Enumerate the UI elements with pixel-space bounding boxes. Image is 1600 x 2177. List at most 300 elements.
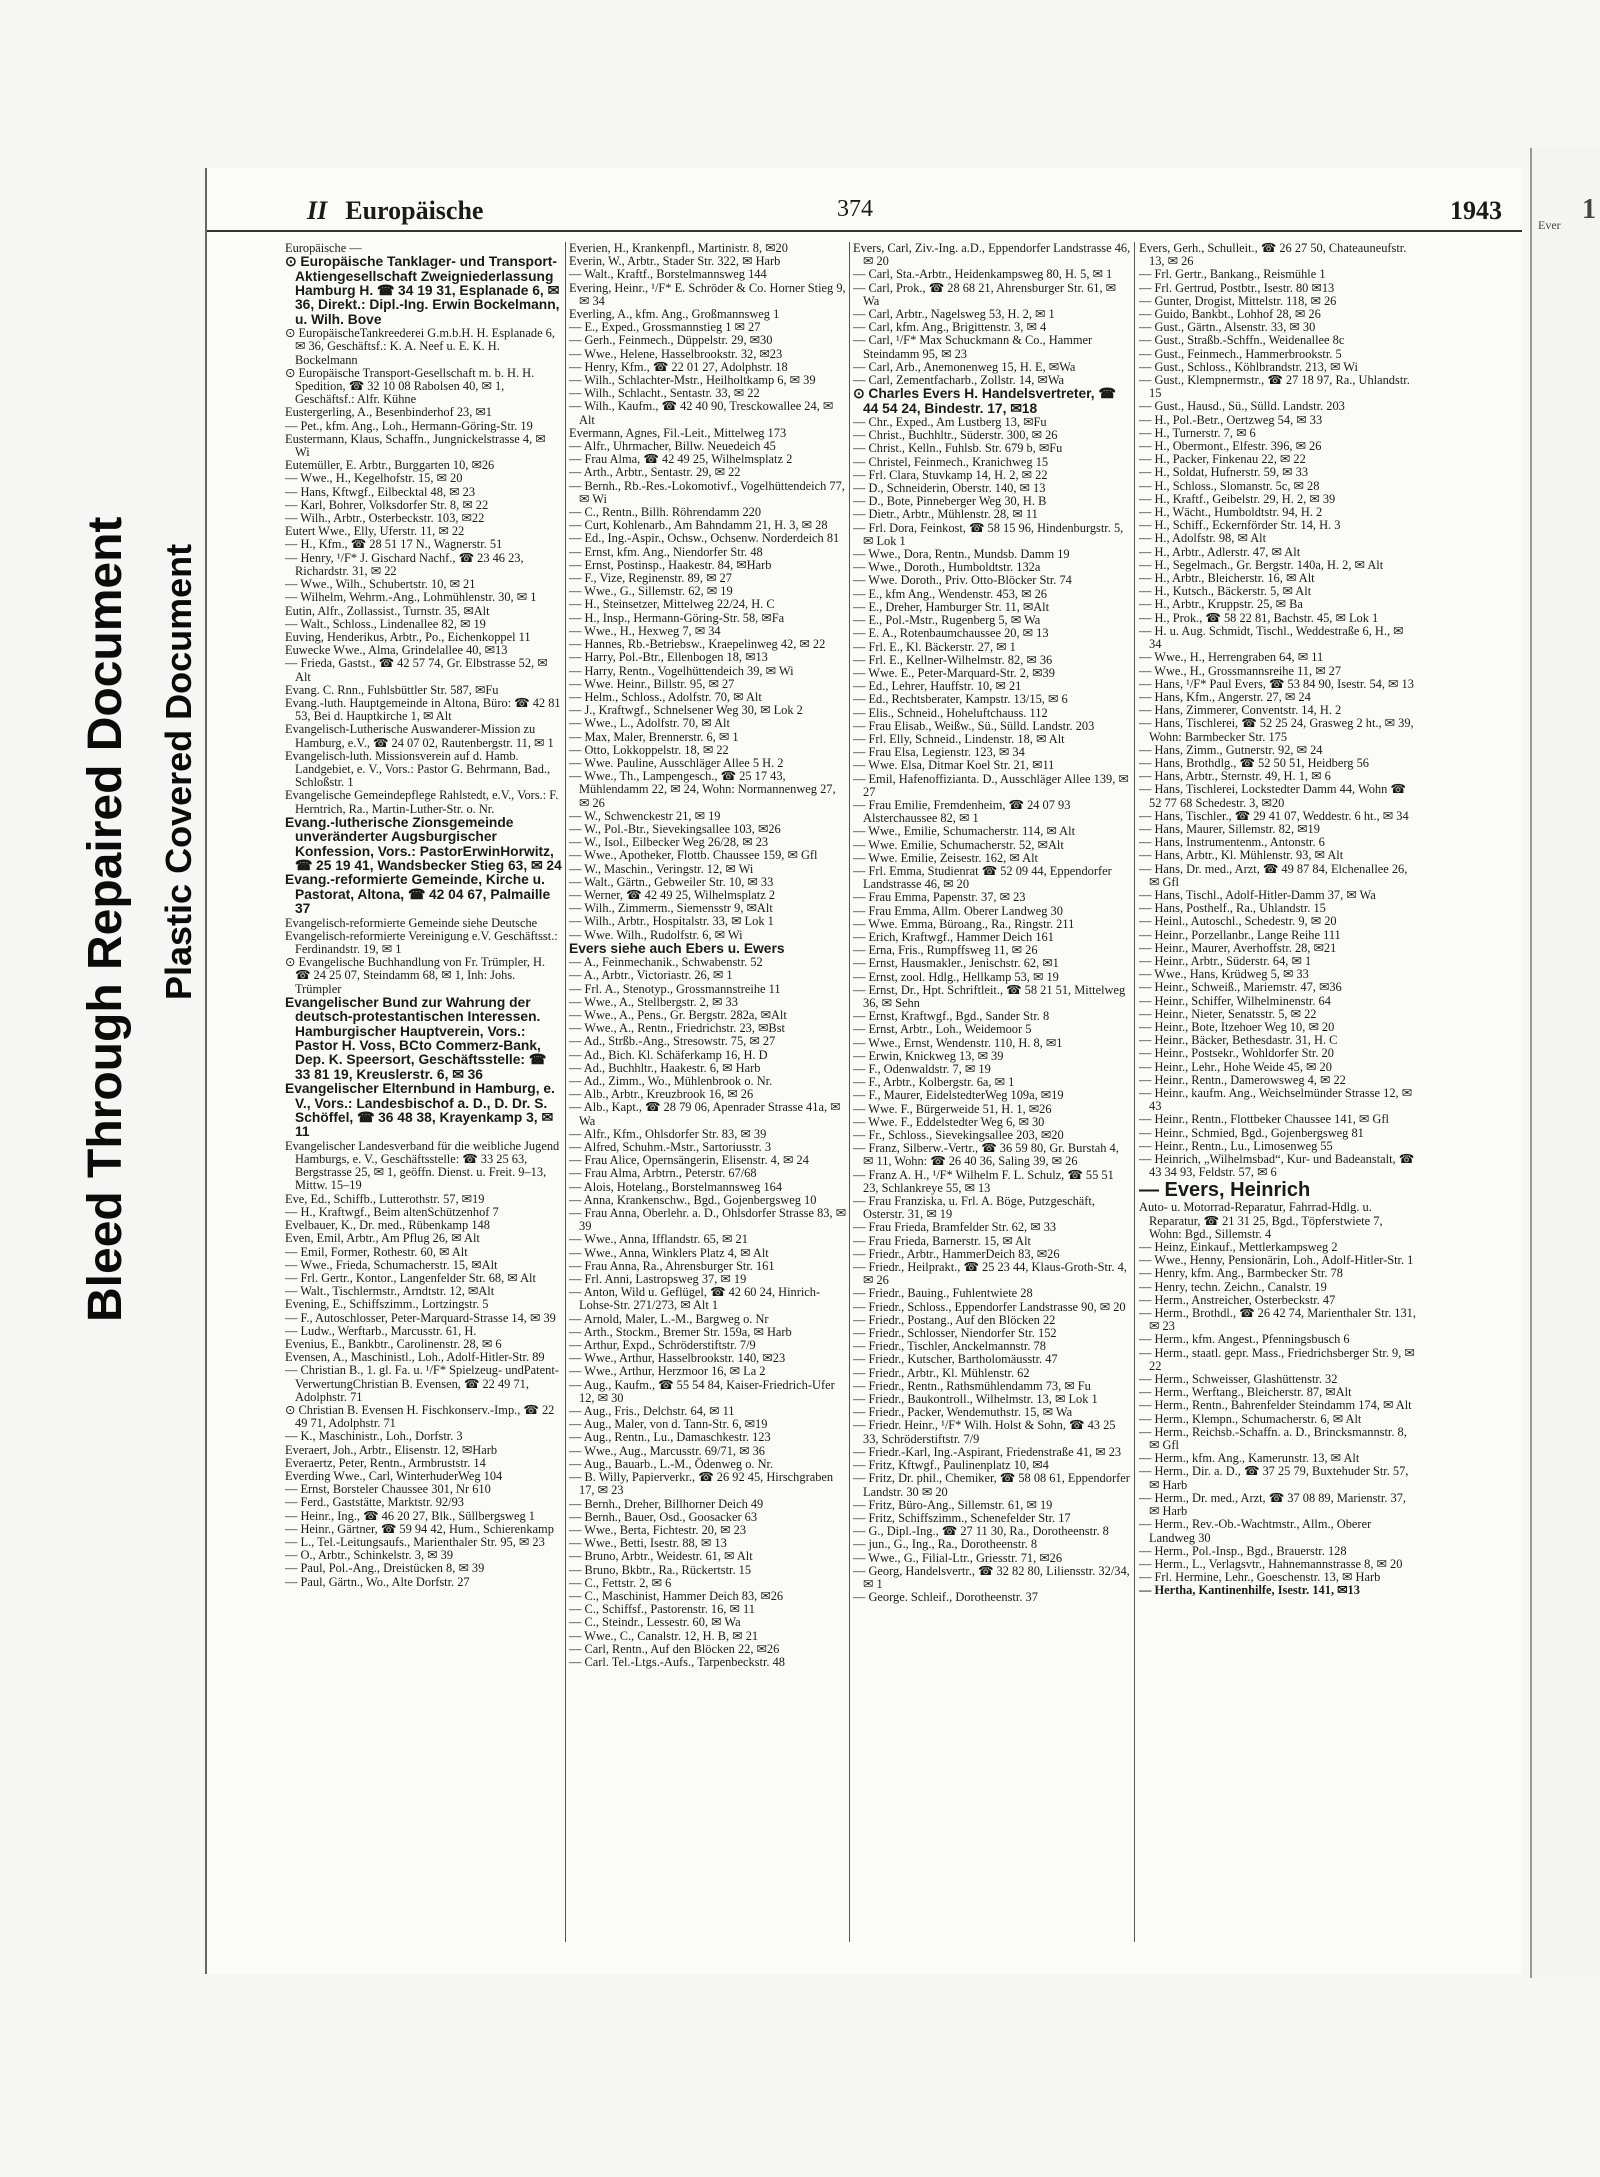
directory-entry: Evermann, Agnes, Fil.-Leit., Mittelweg 173 <box>569 425 787 440</box>
directory-entry: — Gunter, Drogist, Mittelstr. 118, ✉ 26 <box>1139 293 1337 308</box>
directory-entry: — F., Vize, Reginenstr. 89, ✉ 27 <box>569 571 732 586</box>
directory-entry: — Ernst, Hausmakler., Jenischstr. 62, ✉1 <box>853 956 1059 971</box>
directory-entry: — Heinr., Bote, Itzehoer Weg 10, ✉ 20 <box>1139 1019 1335 1034</box>
directory-entry: — W., Schwenckestr 21, ✉ 19 <box>569 808 721 823</box>
directory-entry: — Gust., Straßb.-Schffn., Weidenallee 8c <box>1139 333 1345 348</box>
directory-entry: — Friedr., Rentn., Rathsmühlendamm 73, ✉ Fu <box>853 1378 1091 1393</box>
directory-entry: Evangelisch-reformierte Gemeinde siehe Deutsche <box>285 915 538 930</box>
column-4 <box>1139 242 1417 1942</box>
directory-entry: — Frau Emma, Papenstr. 37, ✉ 23 <box>853 890 1026 905</box>
directory-entry: — F., Odenwaldstr. 7, ✉ 19 <box>853 1062 991 1076</box>
directory-entry: — Wilh., Schlachter-Mstr., Heilholtkamp 6, ✉ 39 <box>569 373 816 388</box>
directory-entry: — Fritz, Büro-Ang., Sillemstr. 61, ✉ 19 <box>853 1497 1053 1512</box>
directory-entry: — Erwin, Knickweg 13, ✉ 39 <box>853 1048 1004 1063</box>
directory-entry: — O., Arbtr., Schinkelstr. 3, ✉ 39 <box>285 1548 454 1563</box>
directory-entry: — Heinr., Maurer, Averhoffstr. 28, ✉21 <box>1139 940 1337 955</box>
directory-entry: — H., Steinsetzer, Mittelweg 22/24, H. C <box>569 597 775 612</box>
directory-entry: — Helm., Schloss., Adolfstr. 70, ✉ Alt <box>569 689 762 704</box>
directory-entry: — Ed., Ing.-Aspir., Ochsw., Ochsenw. Norderdeich 81 <box>569 531 840 546</box>
directory-entry: — Paul, Pol.-Ang., Dreistücken 8, ✉ 39 <box>285 1561 485 1576</box>
directory-entry: — Alfr., Kfm., Ohlsdorfer Str. 83, ✉ 39 <box>569 1126 767 1141</box>
directory-entry: Evelbauer, K., Dr. med., Rübenkamp 148 <box>285 1218 490 1233</box>
directory-entry: — Wwe. F., Bürgerweide 51, H. 1, ✉26 <box>853 1101 1052 1116</box>
directory-entry: — W., Pol.-Btr., Sievekingsallee 103, ✉26 <box>569 821 781 836</box>
column-1 <box>285 242 563 1942</box>
directory-entry: — Karl, Bohrer, Volksdorfer Str. 8, ✉ 22 <box>285 497 489 512</box>
directory-entry: — Wwe., H., Grossmannsreihe 11, ✉ 27 <box>1139 663 1342 678</box>
directory-entry: Eustergerling, A., Besenbinderhof 23, ✉1 <box>285 405 492 420</box>
directory-entry: — Hans, Tischler., ☎ 29 41 07, Weddestr. 6 ht., ✉ 34 <box>1139 808 1409 823</box>
directory-entry: ⊙ Christian B. Evensen H. Fischkonserv.-Imp., ☎ 22 49 71, Adolphstr. 71 <box>285 1402 555 1431</box>
directory-entry: Everaert, Joh., Arbtr., Elisenstr. 12, ✉Harb <box>285 1442 498 1457</box>
directory-entry: Euving, Henderikus, Arbtr., Po., Eichenkoppel 11 <box>285 629 531 644</box>
directory-entry: — Alb., Kapt., ☎ 28 79 06, Apenrader Strasse 41a, ✉ Wa <box>569 1100 841 1128</box>
directory-entry: — Hans, Kfm., Angerstr. 27, ✉ 24 <box>1139 689 1311 704</box>
directory-entry: — Wwe. Emilie, Zeisestr. 162, ✉ Alt <box>853 850 1038 865</box>
directory-entry: — Ferd., Gaststätte, Marktstr. 92/93 <box>285 1495 464 1510</box>
directory-entry: — Wwe., Dora, Rentn., Mundsb. Damm 19 <box>853 547 1070 562</box>
directory-entry: Everding Wwe., Carl, WinterhuderWeg 104 <box>285 1468 503 1483</box>
directory-entry: — Dietr., Arbtr., Mühlenstr. 28, ✉ 11 <box>853 507 1038 522</box>
directory-entry: — Emil, Former, Rothestr. 60, ✉ Alt <box>285 1244 468 1259</box>
header-left <box>307 196 483 226</box>
directory-entry: — D., Bote, Pinneberger Weg 30, H. B <box>853 494 1047 509</box>
directory-entry: — Wilh., Arbtr., Hospitalstr. 33, ✉ Lok 1 <box>569 914 774 929</box>
directory-entry: — Wilh., Arbtr., Osterbeckstr. 103, ✉22 <box>285 511 485 526</box>
directory-entry: — Carl, Arb., Anemonenweg 15, H. E, ✉Wa <box>853 359 1076 374</box>
directory-entry: — Frl. Gertrud, Postbtr., Isestr. 80 ✉13 <box>1139 280 1335 295</box>
directory-entry: Evangelischer Landesverband für die weibliche Jugend Hamburgs, e. V., Geschäftsstelle: ☎ 33 25 63, Bergstrasse 25, ✉ 1, geöffn. Dienst. u. Freit. 9–13, Mittw. 15–19 <box>285 1138 560 1193</box>
directory-entry: — Friedr., Kutscher, Bartholomäusstr. 47 <box>853 1352 1058 1367</box>
directory-entry: — H., Adolfstr. 98, ✉ Alt <box>1139 531 1267 546</box>
directory-entry: — Herm., Werftang., Bleicherstr. 87, ✉Alt <box>1139 1385 1352 1400</box>
directory-entry: — H., Wächt., Humboldtstr. 94, H. 2 <box>1139 505 1323 520</box>
directory-entry: Evang.-lutherische Zionsgemeinde unveränderter Augsburgischer Konfession, Vors.: PastorErwinHorwitz, ☎ 25 19 41, Wandsbecker Stieg 63, ✉ 24 <box>285 814 562 873</box>
directory-entry: ⊙ Evangelische Buchhandlung von Fr. Trümpler, H. ☎ 24 25 07, Steindamm 68, ✉ 1, Inh: Johs. Trümpler <box>285 955 546 996</box>
directory-entry: — Friedr., Tischler, Anckelmannstr. 78 <box>853 1339 1046 1354</box>
directory-entry: — Frau Alice, Opernsängerin, Elisenstr. 4, ✉ 24 <box>569 1153 809 1168</box>
directory-entry: — Christ., Buchhltr., Süderstr. 300, ✉ 26 <box>853 428 1058 443</box>
directory-entry: — E., kfm Ang., Wendenstr. 453, ✉ 26 <box>853 586 1047 601</box>
directory-entry: — Alfr., Uhrmacher, Billw. Neuedeich 45 <box>569 439 776 454</box>
directory-entry: Evangelisch-Lutherische Auswanderer-Mission zu Hamburg, e.V., ☎ 24 07 02, Rautenbergstr. 11, ✉ 1 <box>285 722 554 750</box>
directory-entry: — Friedr. Heinr., ¹/F* Wilh. Holst & Sohn, ☎ 43 25 33, Schröderstiftstr. 7/9 <box>853 1418 1116 1446</box>
directory-entry: — Ernst, Kraftwgf., Bgd., Sander Str. 8 <box>853 1009 1050 1024</box>
directory-entry: — Harry, Rentn., Vogelhüttendeich 39, ✉ Wi <box>569 663 794 678</box>
directory-entry: Evensen, A., Maschinistl., Loh., Adolf-Hitler-Str. 89 <box>285 1350 545 1365</box>
directory-entry: — Alfred, Schuhm.-Mstr., Sartoriusstr. 3 <box>569 1140 772 1155</box>
directory-entry: — Ludw., Werftarb., Marcusstr. 61, H. <box>285 1323 477 1338</box>
directory-entry: — Gust., Feinmech., Hammerbrookstr. 5 <box>1139 346 1342 361</box>
directory-entry: — Friedr., Bauing., Fuhlentwiete 28 <box>853 1286 1033 1301</box>
directory-entry: — Friedr., Postang., Auf den Blöcken 22 <box>853 1312 1056 1327</box>
section-number: II <box>307 196 328 225</box>
column-2 <box>569 242 847 1942</box>
directory-entry: — Gust., Hausd., Sü., Sülld. Landstr. 203 <box>1139 399 1345 414</box>
directory-entry: — H., Arbtr., Bleicherstr. 16, ✉ Alt <box>1139 571 1315 586</box>
directory-entry: — Frau Frieda, Barnerstr. 15, ✉ Alt <box>853 1233 1031 1248</box>
directory-entry: — Wwe. F., Eddelstedter Weg 6, ✉ 30 <box>853 1114 1045 1129</box>
directory-entry: — Gust., Schloss., Köhlbrandstr. 213, ✉ Wi <box>1139 359 1358 374</box>
directory-entry: — Anna, Krankenschw., Bgd., Gojenbergsweg 10 <box>569 1192 817 1207</box>
directory-entry: ⊙ Europäische Transport-Gesellschaft m. b. H. H. Spedition, ☎ 32 10 08 Rabolsen 40, ✉ 1, Geschäftsf.: Alfr. Kühne <box>285 365 535 407</box>
directory-entry: — Alois, Hotelang., Borstelmannsweg 164 <box>569 1179 783 1194</box>
directory-entry: — Herm., kfm. Ang., Kamerunstr. 13, ✉ Alt <box>1139 1451 1360 1466</box>
directory-entry: — Franz, Silberw.-Vertr., ☎ 36 59 80, Gr. Burstah 4, ✉ 11, Wohn: ☎ 26 40 36, Saling 39, ✉ 26 <box>853 1141 1119 1169</box>
directory-entry: — Frl. Gertr., Bankang., Reismühle 1 <box>1139 267 1326 282</box>
directory-entry: — Ad., Zimm., Wo., Mühlenbrook o. Nr. <box>569 1074 773 1088</box>
directory-entry: — Ed., Lehrer, Hauffstr. 10, ✉ 21 <box>853 679 1022 694</box>
directory-entry: — Hans, Maurer, Sillemstr. 82, ✉19 <box>1139 821 1320 836</box>
directory-entry: — H., Arbtr., Kruppstr. 25, ✉ Ba <box>1139 597 1303 612</box>
directory-entry: — Arth., Arbtr., Sentastr. 29, ✉ 22 <box>569 465 741 480</box>
directory-entry: — Frl. Clara, Stuvkamp 14, H. 2, ✉ 22 <box>853 467 1048 482</box>
directory-entry: — Gust., Gärtn., Alsenstr. 33, ✉ 30 <box>1139 320 1316 335</box>
directory-entry: — Hans, Zimmerer, Conventstr. 14, H. 2 <box>1139 703 1342 718</box>
directory-entry: — Wwe., Wilh., Schubertstr. 10, ✉ 21 <box>285 577 476 592</box>
directory-entry: — Hans, Arbtr., Kl. Mühlenstr. 93, ✉ Alt <box>1139 848 1344 863</box>
directory-entry: — Max, Maler, Brennerstr. 6, ✉ 1 <box>569 729 739 744</box>
directory-entry: — Frl. Dora, Feinkost, ☎ 58 15 96, Hindenburgstr. 5, ✉ Lok 1 <box>853 520 1124 548</box>
directory-entry: — Carl, ¹/F* Max Schuckmann & Co., Hammer Steindamm 95, ✉ 23 <box>853 333 1093 361</box>
directory-entry: — H., Schloss., Slomanstr. 5c, ✉ 28 <box>1139 478 1320 493</box>
directory-entry: — Wwe., Aug., Marcusstr. 69/71, ✉ 36 <box>569 1443 765 1458</box>
directory-entry: — Wwe., Anna, Winklers Platz 4, ✉ Alt <box>569 1245 769 1260</box>
directory-entry: — Bernh., Dreher, Billhorner Deich 49 <box>569 1496 764 1511</box>
directory-entry: — Frl. Anni, Lastropsweg 37, ✉ 19 <box>569 1272 747 1287</box>
directory-entry: — Christel, Feinmech., Kranichweg 15 <box>853 454 1049 469</box>
directory-entry: — Heinr., Ing., ☎ 46 20 27, Blk., Süllbergsweg 1 <box>285 1508 535 1523</box>
directory-entry: — Erna, Fris., Rumpffsweg 11, ✉ 26 <box>853 943 1038 958</box>
directory-entry: Evenius, E., Bankbtr., Carolinenstr. 28, ✉ 6 <box>285 1336 502 1351</box>
directory-entry: — A., Arbtr., Victoriastr. 26, ✉ 1 <box>569 968 733 983</box>
directory-entry: — Herm., Pol.-Insp., Bgd., Brauerstr. 128 <box>1139 1543 1347 1558</box>
directory-entry: — Heinr., Schmied, Bgd., Gojenbergsweg 81 <box>1139 1125 1364 1140</box>
plastic-covered-label: Plastic Covered Document <box>158 543 199 1000</box>
directory-entry: — Aug., Fris., Delchstr. 64, ✉ 11 <box>569 1404 735 1419</box>
directory-entry: — Frau Frieda, Bramfelder Str. 62, ✉ 33 <box>853 1220 1057 1235</box>
directory-entry: — Ad., Buchhltr., Haakestr. 6, ✉ Harb <box>569 1060 761 1075</box>
directory-entry: — Wwe., Ernst, Wendenstr. 110, H. 8, ✉1 <box>853 1035 1063 1050</box>
directory-entry: — Wwe., Henny, Pensionärin, Loh., Adolf-Hitler-Str. 1 <box>1139 1253 1414 1268</box>
directory-entry: — jun., G., Ing., Ra., Dorotheenstr. 8 <box>853 1537 1038 1552</box>
directory-entry: — Ad., Bich. Kl. Schäferkamp 16, H. D <box>569 1047 768 1062</box>
directory-entry: — Pet., kfm. Ang., Loh., Hermann-Göring-Str. 19 <box>285 418 533 433</box>
directory-entry: — Heinr., Arbtr., Süderstr. 64, ✉ 1 <box>1139 953 1312 968</box>
directory-entry: — Christ., Kelln., Fuhlsb. Str. 679 b, ✉Fu <box>853 441 1063 456</box>
directory-entry: ⊙ EuropäischeTankreederei G.m.b.H. H. Esplanade 6, ✉ 36, Geschäftsf.: K. A. Neef u. E. K. H. Bockelmann <box>285 326 555 367</box>
directory-entry: — E. A., Rotenbaumchaussee 20, ✉ 13 <box>853 626 1049 641</box>
directory-entry: — B. Willy, Papierverkr., ☎ 26 92 45, Hirschgraben 17, ✉ 23 <box>569 1470 834 1498</box>
directory-entry: — Friedr., Packer, Wendemuthstr. 15, ✉ Wa <box>853 1405 1073 1420</box>
page-title: Europäische <box>345 196 484 225</box>
directory-entry: Eutert Wwe., Elly, Uferstr. 11, ✉ 22 <box>285 524 465 539</box>
directory-entry: — Aug., Kaufm., ☎ 55 54 84, Kaiser-Friedrich-Ufer 12, ✉ 30 <box>569 1377 835 1405</box>
directory-entry: — Friedr., Schloss., Eppendorfer Landstrasse 90, ✉ 20 <box>853 1299 1126 1314</box>
directory-entry: Everling, A., kfm. Ang., Großmannsweg 1 <box>569 307 780 322</box>
directory-entry: — Wwe. Wilh., Rudolfstr. 6, ✉ Wi <box>569 927 743 942</box>
directory-entry: — Herm., L., Verlagsvtr., Hahnemannstrasse 8, ✉ 20 <box>1139 1556 1403 1571</box>
directory-entry: — Carl, Prok., ☎ 28 68 21, Ahrensburger Str. 61, ✉ Wa <box>853 280 1117 308</box>
directory-entry: — Wilh., Schlacht., Sentastr. 33, ✉ 22 <box>569 386 760 401</box>
directory-entry: — Wwe. Doroth., Priv. Otto-Blöcker Str. 74 <box>853 573 1072 588</box>
directory-entry: — Henry, kfm. Ang., Barmbecker Str. 78 <box>1139 1266 1343 1281</box>
directory-entry: — Frl. E., Kl. Bäckerstr. 27, ✉ 1 <box>853 639 1016 654</box>
directory-entry: — H., Packer, Finkenau 22, ✉ 22 <box>1139 452 1306 467</box>
directory-entry: — Wwe., H., Herrengraben 64, ✉ 11 <box>1139 650 1324 665</box>
directory-entry: — Hans, Arbtr., Sternstr. 49, H. 1, ✉ 6 <box>1139 769 1331 784</box>
directory-entry: Even, Emil, Arbtr., Am Pflug 26, ✉ Alt <box>285 1231 480 1246</box>
directory-entry: — Ernst, Borsteler Chaussee 301, Nr 610 <box>285 1482 491 1497</box>
directory-entry: Auto- u. Motorrad-Reparatur, Fahrrad-Hdlg. u. Reparatur, ☎ 21 31 25, Bgd., Töpferstwiete 7, Wohn: Bgd., Sillemstr. 4 <box>1139 1200 1383 1241</box>
directory-entry: — Hannes, Rb.-Betriebsw., Kraepelinweg 42, ✉ 22 <box>569 637 826 652</box>
directory-entry: — Frau Franziska, u. Frl. A. Böge, Putzgeschäft, Osterstr. 31, ✉ 19 <box>853 1194 1095 1222</box>
directory-entry: — Hans, Instrumentenm., Antonstr. 6 <box>1139 835 1325 850</box>
directory-entry: — Werner, ☎ 42 49 25, Wilhelmsplatz 2 <box>569 887 776 902</box>
directory-entry: Evang.-reformierte Gemeinde, Kirche u. Pastorat, Altona, ☎ 42 04 67, Palmaille 37 <box>285 872 551 917</box>
directory-entry: — Carl, Arbtr., Nagelsweg 53, H. 2, ✉ 1 <box>853 307 1055 322</box>
directory-entry: — Wwe., A., Stellbergstr. 2, ✉ 33 <box>569 994 738 1009</box>
directory-entry: — Wwe., A., Pens., Gr. Bergstr. 282a, ✉Alt <box>569 1007 787 1022</box>
directory-entry: — Frl. Hermine, Lehr., Goeschenstr. 13, ✉ Harb <box>1139 1570 1381 1585</box>
directory-entry: — Frl. Gertr., Kontor., Langenfelder Str. 68, ✉ Alt <box>285 1270 536 1285</box>
directory-entry: Eustermann, Klaus, Schaffn., Jungnickelstrasse 4, ✉ Wi <box>285 431 546 460</box>
directory-entry: — Wwe., A., Rentn., Friedrichstr. 23, ✉Bst <box>569 1021 785 1036</box>
directory-entry: — Frl. Elly, Schneid., Lindenstr. 18, ✉ Alt <box>853 731 1065 746</box>
directory-entry: Eutin, Alfr., Zollassist., Turnstr. 35, ✉Alt <box>285 603 490 618</box>
directory-entry: — Hans, Zimm., Gutnerstr. 92, ✉ 24 <box>1139 742 1323 757</box>
directory-entry: — Heinr., Schiffer, Wilhelminenstr. 64 <box>1139 993 1331 1008</box>
directory-entry: — Herm., Reichsb.-Schaffn. a. D., Brincksmannstr. 8, ✉ Gfl <box>1139 1424 1407 1453</box>
directory-entry: — Wwe., H., Hexweg 7, ✉ 34 <box>569 623 721 638</box>
directory-entry: — F., Autoschlosser, Peter-Marquard-Strasse 14, ✉ 39 <box>285 1310 556 1325</box>
directory-entry: — Heinr., Rentn., Lu., Limosenweg 55 <box>1139 1138 1333 1153</box>
directory-entry: — Carl, Sta.-Arbtr., Heidenkampsweg 80, H. 5, ✉ 1 <box>853 267 1113 282</box>
directory-entry: Evers siehe auch Ebers u. Ewers <box>569 940 785 956</box>
directory-entry: — Heinr., kaufm. Ang., Weichselmünder Strasse 12, ✉ 43 <box>1139 1086 1413 1114</box>
adjacent-page-edge <box>1530 148 1600 1978</box>
directory-entry: — Ernst, Postinsp., Haakestr. 84, ✉Harb <box>569 557 772 572</box>
adjacent-page-text: Ever <box>1538 218 1561 232</box>
directory-entry: — F., Maurer, EidelstedterWeg 109a, ✉19 <box>853 1088 1064 1103</box>
directory-entry: — Evers, Heinrich <box>1139 1179 1311 1202</box>
directory-entry: — Frl. A., Stenotyp., Grossmannstreihe 11 <box>569 981 781 996</box>
directory-entry: — Alb., Arbtr., Kreuzbrook 16, ✉ 26 <box>569 1087 754 1102</box>
directory-entry: — Friedr., Arbtr., Kl. Mühlenstr. 62 <box>853 1365 1030 1380</box>
directory-entry: — Wwe., Arthur, Hasselbrookstr. 140, ✉23 <box>569 1351 786 1366</box>
directory-entry: — A., Feinmechanik., Schwabenstr. 52 <box>569 955 763 970</box>
adjacent-page-number: 1 <box>1582 194 1596 225</box>
directory-entry: — H., Insp., Hermann-Göring-Str. 58, ✉Fa <box>569 610 785 625</box>
directory-entry: — Herm., kfm. Angest., Pfenningsbusch 6 <box>1139 1332 1350 1347</box>
directory-entry: — Frau Anna, Oberlehr. a. D., Ohlsdorfer Strasse 83, ✉ 39 <box>569 1206 847 1234</box>
directory-entry: — Fritz, Kftwgf., Paulinenplatz 10, ✉4 <box>853 1458 1049 1473</box>
directory-entry: — Wwe., Frieda, Schumacherstr. 15, ✉Alt <box>285 1257 498 1272</box>
directory-entry: Euwecke Wwe., Alma, Grindelallee 40, ✉13 <box>285 643 508 658</box>
directory-entry: — Carl, Rentn., Auf den Blöcken 22, ✉26 <box>569 1641 780 1656</box>
directory-entry: — Hans, Kftwgf., Eilbecktal 48, ✉ 23 <box>285 484 476 499</box>
directory-entry: Evering, Heinr., ¹/F* E. Schröder & Co. Horner Stieg 9, ✉ 34 <box>569 280 846 308</box>
directory-entry: Evangelischer Elternbund in Hamburg, e. V., Vors.: Landesbischof a. D., D. Dr. S. Schöffel, ☎ 36 48 38, Krayenkamp 3, ✉ 11 <box>285 1081 555 1140</box>
directory-entry: — Henry, Kfm., ☎ 22 01 27, Adolphstr. 18 <box>569 359 788 374</box>
directory-entry: — Hans, ¹/F* Paul Evers, ☎ 53 84 90, Isestr. 54, ✉ 13 <box>1139 676 1414 691</box>
directory-entry: — Elis., Schneid., Hoheluftchauss. 112 <box>853 705 1048 720</box>
directory-entry: — W., Isol., Eilbecker Weg 26/28, ✉ 23 <box>569 835 769 850</box>
directory-entry: — Frau Emilie, Fremdenheim, ☎ 24 07 93 Alsterchaussee 82, ✉ 1 <box>853 797 1071 826</box>
directory-entry: — Heinr., Schweiß., Mariemstr. 47, ✉36 <box>1139 980 1342 995</box>
directory-entry: Evers, Carl, Ziv.-Ing. a.D., Eppendorfer Landstrasse 46, ✉ 20 <box>853 242 1131 269</box>
directory-entry: — H., Obermont., Elfestr. 396, ✉ 26 <box>1139 439 1322 454</box>
directory-entry: — Heinr., Bäcker, Bethesdastr. 31, H. C <box>1139 1033 1338 1048</box>
directory-entry: — H., Segelmach., Gr. Bergstr. 140a, H. 2, ✉ Alt <box>1139 557 1384 572</box>
directory-entry: — Fr., Schloss., Sievekingsallee 203, ✉20 <box>853 1128 1064 1143</box>
directory-entry: — Carl, Zementfacharb., Zollstr. 14, ✉Wa <box>853 373 1065 388</box>
directory-entry: — Arth., Stockm., Bremer Str. 159a, ✉ Harb <box>569 1324 792 1339</box>
directory-entry: — Hans, Brothdlg., ☎ 52 50 51, Heidberg 56 <box>1139 755 1369 770</box>
directory-entry: Europäische — <box>285 242 362 255</box>
directory-entry: — Wwe., Th., Lampengesch., ☎ 25 17 43, Mühlendamm 22, ✉ 24, Wohn: Normannenweg 27, ✉ 26 <box>569 769 836 810</box>
directory-entry: — Wwe. Emilie, Schumacherstr. 52, ✉Alt <box>853 837 1064 852</box>
directory-entry: — Ernst, Arbtr., Loh., Weidemoor 5 <box>853 1022 1032 1037</box>
directory-entry: — Walt., Schloss., Lindenallee 82, ✉ 19 <box>285 616 486 631</box>
directory-entry: Evang. C. Rnn., Fuhlsbüttler Str. 587, ✉Fu <box>285 682 499 697</box>
page-year: 1943 <box>1450 196 1502 225</box>
directory-entry: — Walt., Tischlermstr., Arndtstr. 12, ✉Alt <box>285 1284 495 1299</box>
directory-entry: — G., Dipl.-Ing., ☎ 27 11 30, Ra., Dorotheenstr. 8 <box>853 1524 1109 1539</box>
directory-entry: — Frau Anna, Ra., Ahrensburger Str. 161 <box>569 1258 775 1273</box>
directory-entry: Evers, Gerh., Schulleit., ☎ 26 27 50, Chateauneufstr. 13, ✉ 26 <box>1139 242 1407 269</box>
directory-entry: — Otto, Lokkoppelstr. 18, ✉ 22 <box>569 742 729 757</box>
directory-entry: — Aug., Rentn., Lu., Damaschkestr. 123 <box>569 1430 771 1445</box>
directory-entry: Evangelische Gemeindepflege Rahlstedt, e.V., Vors.: F. Herntrich, Ra., Martin-Luther-Str. o. Nr. <box>285 788 559 816</box>
directory-entry: — Bernh., Rb.-Res.-Lokomotivf., Vogelhüttendeich 77, ✉ Wi <box>569 478 845 506</box>
directory-entry: — Wwe. Heinr., Billstr. 95, ✉ 27 <box>569 676 735 691</box>
directory-entry: — Anton, Wild u. Geflügel, ☎ 42 60 24, Hinrich-Lohse-Str. 271/273, ✉ Alt 1 <box>569 1285 821 1313</box>
directory-entry: — Heinr., Postsekr., Wohldorfer Str. 20 <box>1139 1046 1334 1061</box>
directory-entry: — Herm., Klempn., Schumacherstr. 6, ✉ Alt <box>1139 1411 1362 1426</box>
directory-entry: — Frieda, Gastst., ☎ 42 57 74, Gr. Elbstrasse 52, ✉ Alt <box>285 656 548 684</box>
directory-entry: — Hans, Tischlerei, ☎ 52 25 24, Grasweg 2 ht., ✉ 39, Wohn: Barmbecker Str. 175 <box>1139 716 1414 744</box>
directory-entry: — Fritz, Schiffszimm., Schenefelder Str. 17 <box>853 1510 1071 1525</box>
directory-entry: — C., Maschinist, Hammer Deich 83, ✉26 <box>569 1588 784 1603</box>
directory-entry: — H., Soldat, Hufnerstr. 59, ✉ 33 <box>1139 465 1309 480</box>
directory-entry: — Harry, Pol.-Btr., Ellenbogen 18, ✉13 <box>569 650 768 665</box>
directory-entry: — E., Pol.-Mstr., Rugenberg 5, ✉ Wa <box>853 613 1041 628</box>
directory-entry: — Hans, Tischlerei, Lockstedter Damm 44, Wohn ☎ 52 77 68 Schedestr. 3, ✉20 <box>1139 782 1406 810</box>
directory-entry: — Frau Emma, Allm. Oberer Landweg 30 <box>853 903 1063 918</box>
directory-entry: — Herm., staatl. gepr. Mass., Friedrichsberger Str. 9, ✉ 22 <box>1139 1345 1415 1373</box>
directory-entry: — H., Pol.-Betr., Oertzweg 54, ✉ 33 <box>1139 412 1323 427</box>
directory-entry: — Hertha, Kantinenhilfe, Isestr. 141, ✉13 <box>1139 1583 1360 1598</box>
directory-entry: — Wwe. E., Peter-Marquard-Str. 2, ✉39 <box>853 665 1055 680</box>
directory-entry: — Wwe. Elsa, Ditmar Koel Str. 21, ✉11 <box>853 758 1055 773</box>
directory-entry: — Hans, Tischl., Adolf-Hitler-Damm 37, ✉ Wa <box>1139 887 1376 902</box>
directory-entry: — Frl. Emma, Studienrat ☎ 52 09 44, Eppendorfer Landstrasse 46, ✉ 20 <box>853 863 1112 892</box>
directory-entry: — Fritz, Dr. phil., Chemiker, ☎ 58 08 61, Eppendorfer Landstr. 30 ✉ 20 <box>853 1471 1130 1499</box>
directory-entry: — Aug., Maler, von d. Tann-Str. 6, ✉19 <box>569 1417 768 1432</box>
directory-entry: — Wwe., Arthur, Herzmoor 16, ✉ La 2 <box>569 1364 766 1379</box>
directory-entry: — Wilh., Zimmerm., Siemensstr 9, ✉Alt <box>569 901 773 916</box>
directory-entry: — Wwe., Helene, Hasselbrookstr. 32, ✉23 <box>569 346 783 361</box>
directory-entry: — H., Kutsch., Bäckerstr. 5, ✉ Alt <box>1139 584 1312 599</box>
directory-entry: — H., Kraftf., Geibelstr. 29, H. 2, ✉ 39 <box>1139 491 1336 506</box>
directory-entry: Evangelischer Bund zur Wahrung der deutsch-protestantischen Interessen. Hamburgischer Hauptverein, Vors.: Pastor H. Voss, BCto Commerz-Bank, Dep. K. Speersort, Geschäftsstelle: ☎ 33 81 19, Kreuslerstr. 6, ✉ 36 <box>285 994 547 1082</box>
directory-entry: — Erich, Kraftwgf., Hammer Deich 161 <box>853 929 1054 944</box>
column-divider <box>1134 242 1135 1942</box>
directory-entry: Evangelisch-luth. Missionsverein auf d. Hamb. Landgebiet, e. V., Vors.: Pastor G. Behrmann, Bad., Schloßstr. 1 <box>285 748 551 790</box>
directory-entry: — Heinr., Gärtner, ☎ 59 94 42, Hum., Schierenkamp <box>285 1521 554 1536</box>
directory-entry: — Heinr., Rentn., Damerowsweg 4, ✉ 22 <box>1139 1072 1346 1087</box>
directory-entry: — Frau Elisab., Weißw., Sü., Sülld. Landstr. 203 <box>853 718 1095 733</box>
directory-entry: — Heinr., Rentn., Flottbeker Chaussee 141, ✉ Gfl <box>1139 1112 1389 1127</box>
directory-entry: — Franz A. H., ¹/F* Wilhelm F. L. Schulz, ☎ 55 51 23, Schlankreye 55, ✉ 13 <box>853 1167 1114 1195</box>
directory-entry: Evangelisch-reformierte Vereinigung e.V. Geschäftsst.: Ferdinandstr. 19, ✉ 1 <box>285 928 558 956</box>
directory-entry: — Ed., Rechtsberater, Kampstr. 13/15, ✉ 6 <box>853 692 1068 707</box>
directory-entry: — Wwe., Emilie, Schumacherstr. 114, ✉ Alt <box>853 824 1076 839</box>
directory-entry: — Frau Alma, Arbtrn., Peterstr. 67/68 <box>569 1166 757 1181</box>
directory-entry: — Wwe., G., Filial-Ltr., Griesstr. 71, ✉26 <box>853 1550 1063 1565</box>
directory-entry: — Friedr., Arbtr., HammerDeich 83, ✉26 <box>853 1246 1060 1261</box>
directory-entry: — Arnold, Maler, L.-M., Bargweg o. Nr <box>569 1311 769 1326</box>
directory-entry: — Herm., Rev.-Ob.-Wachtmstr., Allm., Oberer Landweg 30 <box>1139 1517 1372 1545</box>
directory-entry: — Chr., Exped., Am Lustberg 13, ✉Fu <box>853 415 1047 430</box>
directory-entry: — Friedr., Schlosser, Niendorfer Str. 152 <box>853 1326 1057 1341</box>
directory-entry: — Henry, ¹/F* J. Gischard Nachf., ☎ 23 46 23, Richardstr. 31, ✉ 22 <box>285 550 524 578</box>
directory-entry: — Ernst, kfm. Ang., Niendorfer Str. 48 <box>569 544 763 559</box>
directory-entry: — Wilhelm, Wehrm.-Ang., Lohmühlenstr. 30, ✉ 1 <box>285 590 537 605</box>
directory-entry: Everien, H., Krankenpfl., Martinistr. 8, ✉20 <box>569 242 788 255</box>
directory-entry: — Wwe., L., Adolfstr. 70, ✉ Alt <box>569 716 730 731</box>
directory-entry: — Wwe., Anna, Ifflandstr. 65, ✉ 21 <box>569 1232 748 1247</box>
directory-entry: — J., Kraftwgf., Schnelsener Weg 30, ✉ Lok 2 <box>569 703 803 718</box>
directory-entry: — Ad., Strßb.-Ang., Stresowstr. 75, ✉ 27 <box>569 1034 776 1049</box>
directory-entry: — Emil, Hafenoffizianta. D., Ausschläger Allee 139, ✉ 27 <box>853 771 1129 799</box>
directory-entry: Eve, Ed., Schiffb., Lutterothstr. 57, ✉19 <box>285 1191 485 1206</box>
directory-entry: — Guido, Bankbt., Lohhof 28, ✉ 26 <box>1139 307 1321 322</box>
directory-entry: — C., Fettstr. 2, ✉ 6 <box>569 1575 672 1590</box>
directory-entry: — Wwe. Emma, Büroang., Ra., Ringstr. 211 <box>853 916 1075 931</box>
directory-entry: — Wwe., C., Canalstr. 12, H. B, ✉ 21 <box>569 1628 759 1643</box>
directory-entry: — Wwe., Berta, Fichtestr. 20, ✉ 23 <box>569 1522 747 1537</box>
directory-entry: — H., Arbtr., Adlerstr. 47, ✉ Alt <box>1139 544 1301 559</box>
directory-entry: — Curt, Kohlenarb., Am Bahndamm 21, H. 3, ✉ 28 <box>569 518 828 533</box>
directory-entry: — D., Schneiderin, Oberstr. 140, ✉ 13 <box>853 481 1046 496</box>
page-header <box>207 196 1522 232</box>
directory-entry: — Heinrich, „Wilhelmsbad“, Kur- und Badeanstalt, ☎ 43 34 93, Feldstr. 57, ✉ 6 <box>1139 1152 1415 1180</box>
page-number: 374 <box>837 196 873 222</box>
directory-entry: — Walt., Gärtn., Gebweiler Str. 10, ✉ 33 <box>569 874 774 889</box>
directory-entry: — H., Prok., ☎ 58 22 81, Bachstr. 45, ✉ Lok 1 <box>1139 610 1379 625</box>
directory-entry: — Frau Alma, ☎ 42 49 25, Wilhelmsplatz 2 <box>569 452 793 467</box>
directory-entry: — Herm., Schweisser, Glashüttenstr. 32 <box>1139 1372 1338 1387</box>
directory-entry: — Herm., Rentn., Bahrenfelder Steindamm 174, ✉ Alt <box>1139 1398 1412 1413</box>
directory-entry: — E., Dreher, Hamburger Str. 11, ✉Alt <box>853 599 1050 614</box>
directory-entry: — Bruno, Arbtr., Weidestr. 61, ✉ Alt <box>569 1549 753 1564</box>
column-divider <box>565 242 566 1942</box>
directory-entry: Everaertz, Peter, Rentn., Armbruststr. 14 <box>285 1455 486 1470</box>
directory-entry: — Frl. E., Kellner-Wilhelmstr. 82, ✉ 36 <box>853 652 1053 667</box>
directory-entry: — C., Steindr., Lessestr. 60, ✉ Wa <box>569 1615 741 1630</box>
directory-entry: — Frau Elsa, Legienstr. 123, ✉ 34 <box>853 745 1025 760</box>
directory-entry: — Paul, Gärtn., Wo., Alte Dorfstr. 27 <box>285 1574 470 1589</box>
directory-entry: — Gerh., Feinmech., Düppelstr. 29, ✉30 <box>569 333 773 348</box>
directory-entry: — Bernh., Bauer, Osd., Goosacker 63 <box>569 1509 758 1524</box>
directory-entry: — Hans, Dr. med., Arzt, ☎ 49 87 84, Elchenallee 26, ✉ Gfl <box>1139 861 1408 889</box>
directory-entry: — Heinr., Nieter, Senatsstr. 5, ✉ 22 <box>1139 1006 1317 1021</box>
directory-entry: ⊙ Europäische Tanklager- und TransportAktiengesellschaft Zweigniederlassung Hamburg H. ☎ 34 19 31, Esplanade 6, ✉ 36, Direkt.: Dipl.-Ing. Erwin Bockelmann, u. Wilh. Bove <box>285 254 560 327</box>
directory-entry: — H., Kfm., ☎ 28 51 17 N., Wagnerstr. 51 <box>285 537 503 552</box>
directory-entry: — Ernst, zool. Hdlg., Hellkamp 53, ✉ 19 <box>853 969 1059 984</box>
